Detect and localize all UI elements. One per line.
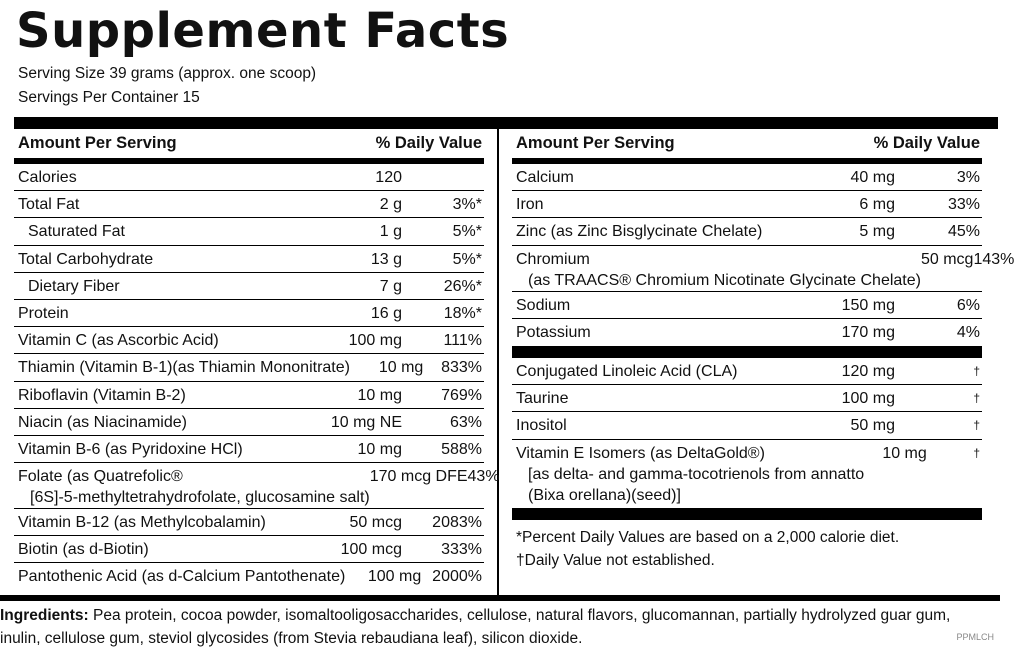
footnotes bbox=[512, 520, 982, 572]
nutrient-name-text: Vitamin B-12 (as Methylcobalamin) bbox=[18, 514, 266, 532]
nutrient-name-text: Thiamin (Vitamin B-1)(as Thiamin Mononitrate) bbox=[18, 359, 350, 377]
amount-per-serving-label: Amount Per Serving bbox=[516, 134, 675, 152]
nutrient-row bbox=[512, 412, 982, 439]
nutrient-row bbox=[14, 382, 484, 409]
nutrient-name-text: Inositol bbox=[516, 417, 567, 435]
nutrient-amount: 50 mcg bbox=[349, 514, 402, 532]
nutrient-name-text: Saturated Fat bbox=[28, 223, 125, 241]
nutrient-daily-value: 111% bbox=[443, 332, 482, 350]
nutrient-name-text: Vitamin C (as Ascorbic Acid) bbox=[18, 332, 219, 350]
nutrient-name bbox=[512, 388, 795, 409]
nutrient-name-text: Potassium bbox=[516, 323, 591, 341]
nutrient-amount: 100 mg bbox=[367, 568, 422, 586]
nutrient-amount: 170 mcg DFE bbox=[369, 468, 468, 486]
nutrient-row bbox=[14, 273, 484, 300]
nutrient-row bbox=[14, 327, 484, 354]
nutrient-row bbox=[512, 246, 1015, 292]
nutrient-amount: 100 mg bbox=[841, 390, 895, 408]
nutrient-row bbox=[14, 536, 484, 563]
nutrient-amount: 7 g bbox=[379, 277, 402, 295]
nutrient-name bbox=[512, 443, 864, 506]
nutrient-row bbox=[512, 164, 982, 191]
nutrient-name bbox=[14, 412, 302, 433]
nutrient-source-line2: (Bixa orellana)(seed)] bbox=[528, 486, 681, 504]
nutrient-name bbox=[512, 167, 795, 188]
nutrient-amount: 10 mg bbox=[357, 386, 402, 404]
nutrient-name bbox=[14, 512, 302, 533]
nutrient-name-text: Conjugated Linoleic Acid (CLA) bbox=[516, 362, 738, 380]
nutrient-name bbox=[14, 439, 302, 460]
nutrient-name bbox=[512, 361, 795, 382]
panel-title: Supplement Facts bbox=[16, 3, 510, 59]
nutrient-row bbox=[512, 191, 982, 218]
nutrient-row bbox=[14, 164, 484, 191]
ingredients bbox=[0, 604, 960, 650]
product-code: PPMLCH bbox=[956, 632, 994, 642]
nutrient-name-text: Riboflavin (Vitamin B-2) bbox=[18, 386, 186, 404]
nutrient-amount: 1 g bbox=[379, 223, 402, 241]
nutrient-amount: 5 mg bbox=[859, 223, 895, 241]
nutrient-name bbox=[14, 249, 302, 270]
right-nutrient-list-b bbox=[512, 358, 982, 508]
nutrient-name bbox=[14, 167, 302, 188]
nutrient-amount: 120 bbox=[375, 169, 402, 186]
nutrient-name bbox=[14, 221, 302, 242]
nutrient-daily-value: † bbox=[973, 445, 980, 460]
nutrient-amount: 10 mg bbox=[357, 440, 402, 458]
nutrient-row bbox=[14, 436, 484, 463]
nutrient-row bbox=[512, 218, 982, 245]
serving-size: Serving Size 39 grams (approx. one scoop) bbox=[18, 65, 317, 82]
nutrient-amount: 6 mg bbox=[859, 196, 895, 214]
nutrient-name-text: Vitamin E Isomers (as DeltaGold®) bbox=[516, 444, 765, 462]
right-nutrient-list-a bbox=[512, 164, 1015, 346]
nutrient-daily-value: † bbox=[973, 391, 980, 406]
nutrient-daily-value: 18%* bbox=[443, 304, 482, 322]
nutrient-daily-value: 5%* bbox=[452, 250, 482, 268]
nutrient-name bbox=[14, 330, 302, 351]
nutrient-name-text: Niacin (as Niacinamide) bbox=[18, 413, 187, 431]
nutrient-amount: 10 mg bbox=[882, 444, 927, 462]
nutrient-daily-value: 45% bbox=[947, 223, 980, 241]
nutrient-daily-value: 2000% bbox=[432, 568, 482, 586]
nutrient-daily-value: 333% bbox=[441, 541, 482, 559]
nutrient-daily-value: 2083% bbox=[432, 514, 482, 532]
nutrient-name-text: Protein bbox=[18, 304, 69, 322]
nutrient-row bbox=[14, 191, 484, 218]
nutrient-amount: 2 g bbox=[379, 196, 402, 214]
left-header bbox=[14, 129, 484, 164]
nutrient-name-text: Zinc (as Zinc Bisglycinate Chelate) bbox=[516, 223, 763, 241]
nutrient-name bbox=[14, 357, 350, 378]
section-rule bbox=[512, 346, 982, 358]
nutrient-name-text: Calcium bbox=[516, 169, 574, 186]
nutrient-name-text: Iron bbox=[516, 196, 544, 214]
nutrient-name-text: Vitamin B-6 (as Pyridoxine HCl) bbox=[18, 440, 243, 458]
nutrient-row bbox=[14, 563, 484, 590]
nutrient-name bbox=[512, 322, 795, 343]
nutrient-amount: 40 mg bbox=[850, 169, 895, 186]
nutrient-daily-value: 43% bbox=[467, 468, 500, 486]
nutrient-row bbox=[14, 246, 484, 273]
nutrient-name bbox=[512, 221, 795, 242]
nutrient-daily-value: 143% bbox=[973, 250, 1015, 268]
nutrient-daily-value: 33% bbox=[947, 196, 980, 214]
nutrient-name bbox=[14, 385, 302, 406]
nutrient-row bbox=[14, 300, 484, 327]
nutrient-amount: 10 mg bbox=[378, 359, 424, 377]
nutrient-name-text: Biotin (as d-Biotin) bbox=[18, 541, 149, 559]
nutrient-name-text: Chromium bbox=[516, 250, 590, 268]
nutrient-amount: 10 mg NE bbox=[330, 413, 402, 431]
nutrient-name-text: Dietary Fiber bbox=[28, 277, 120, 295]
dagger-footnote: †Daily Value not established. bbox=[516, 551, 715, 569]
nutrient-daily-value: 5%* bbox=[452, 223, 482, 241]
nutrient-row bbox=[512, 358, 982, 385]
nutrient-name bbox=[14, 276, 302, 297]
nutrient-amount: 100 mcg bbox=[340, 541, 402, 559]
nutrient-daily-value: 4% bbox=[956, 323, 980, 341]
section-rule bbox=[512, 508, 982, 520]
right-column bbox=[512, 129, 1015, 572]
amount-per-serving-label: Amount Per Serving bbox=[18, 134, 177, 152]
right-header bbox=[512, 129, 982, 164]
nutrient-daily-value: † bbox=[973, 363, 980, 378]
ingredients-label: Ingredients: bbox=[0, 607, 89, 624]
nutrient-daily-value: 833% bbox=[441, 359, 482, 377]
nutrient-amount: 50 mcg bbox=[920, 250, 974, 268]
nutrient-name bbox=[14, 303, 302, 324]
nutrient-name bbox=[512, 249, 921, 291]
nutrient-name-text: Total Carbohydrate bbox=[18, 250, 154, 268]
nutrient-amount: 120 mg bbox=[841, 362, 895, 380]
nutrient-name-text: Folate (as Quatrefolic® bbox=[18, 468, 183, 486]
daily-value-label: % Daily Value bbox=[375, 134, 482, 152]
nutrient-amount: 100 mg bbox=[348, 332, 402, 350]
nutrient-source: [6S]-5-methyltetrahydrofolate, glucosamine salt) bbox=[30, 489, 370, 507]
nutrient-row bbox=[14, 354, 484, 381]
nutrient-row bbox=[512, 440, 982, 508]
nutrient-daily-value: 769% bbox=[441, 386, 482, 404]
nutrient-amount: 170 mg bbox=[841, 323, 895, 341]
left-nutrient-list bbox=[14, 164, 500, 591]
nutrient-row bbox=[14, 218, 484, 245]
column-divider bbox=[497, 129, 499, 595]
servings-per-container: Servings Per Container 15 bbox=[18, 89, 200, 106]
nutrient-row bbox=[14, 409, 484, 436]
bottom-rule bbox=[0, 595, 1000, 601]
nutrient-daily-value: † bbox=[973, 418, 980, 433]
nutrient-name-text: Taurine bbox=[516, 390, 569, 408]
nutrient-name bbox=[14, 466, 370, 508]
nutrient-name-text: Pantothenic Acid (as d-Calcium Pantothenate) bbox=[18, 568, 346, 586]
daily-value-label: % Daily Value bbox=[873, 134, 980, 152]
nutrient-row bbox=[512, 385, 982, 412]
percent-footnote: *Percent Daily Values are based on a 2,000 calorie diet. bbox=[516, 528, 900, 546]
nutrient-source: (as TRAACS® Chromium Nicotinate Glycinate Chelate) bbox=[528, 271, 921, 289]
nutrient-daily-value: 3%* bbox=[452, 196, 482, 214]
nutrient-amount: 16 g bbox=[370, 304, 402, 322]
nutrient-name bbox=[14, 194, 302, 215]
nutrient-name bbox=[512, 415, 795, 436]
nutrient-daily-value: 588% bbox=[441, 440, 482, 458]
nutrient-row bbox=[14, 463, 500, 509]
nutrient-daily-value: 26%* bbox=[443, 277, 482, 295]
nutrient-row bbox=[512, 292, 982, 319]
nutrient-source: [as delta- and gamma-tocotrienols from annatto bbox=[528, 465, 865, 483]
nutrient-row bbox=[512, 319, 982, 346]
nutrient-row bbox=[14, 509, 484, 536]
nutrient-amount: 50 mg bbox=[850, 417, 895, 435]
nutrient-name bbox=[512, 194, 795, 215]
top-rule bbox=[14, 117, 998, 129]
nutrient-daily-value: 3% bbox=[956, 169, 980, 186]
nutrient-name bbox=[14, 539, 302, 560]
nutrient-name bbox=[14, 566, 345, 587]
nutrient-name bbox=[512, 295, 795, 316]
nutrient-amount: 13 g bbox=[370, 250, 402, 268]
ingredients-text: Pea protein, cocoa powder, isomaltooligosaccharides, cellulose, natural flavors, glucomannan, partially hydrolyzed guar gum, inulin, cellulose gum, steviol glycosides (from Stevia rebaudiana leaf), silicon dioxide. bbox=[0, 607, 951, 647]
nutrient-name-text: Sodium bbox=[516, 296, 571, 314]
nutrient-daily-value: 6% bbox=[956, 296, 980, 314]
nutrient-name-text: Total Fat bbox=[18, 196, 80, 214]
nutrient-daily-value: 63% bbox=[449, 413, 482, 431]
left-column bbox=[14, 129, 500, 591]
nutrient-amount: 150 mg bbox=[841, 296, 895, 314]
nutrient-name-text: Calories bbox=[18, 169, 77, 186]
